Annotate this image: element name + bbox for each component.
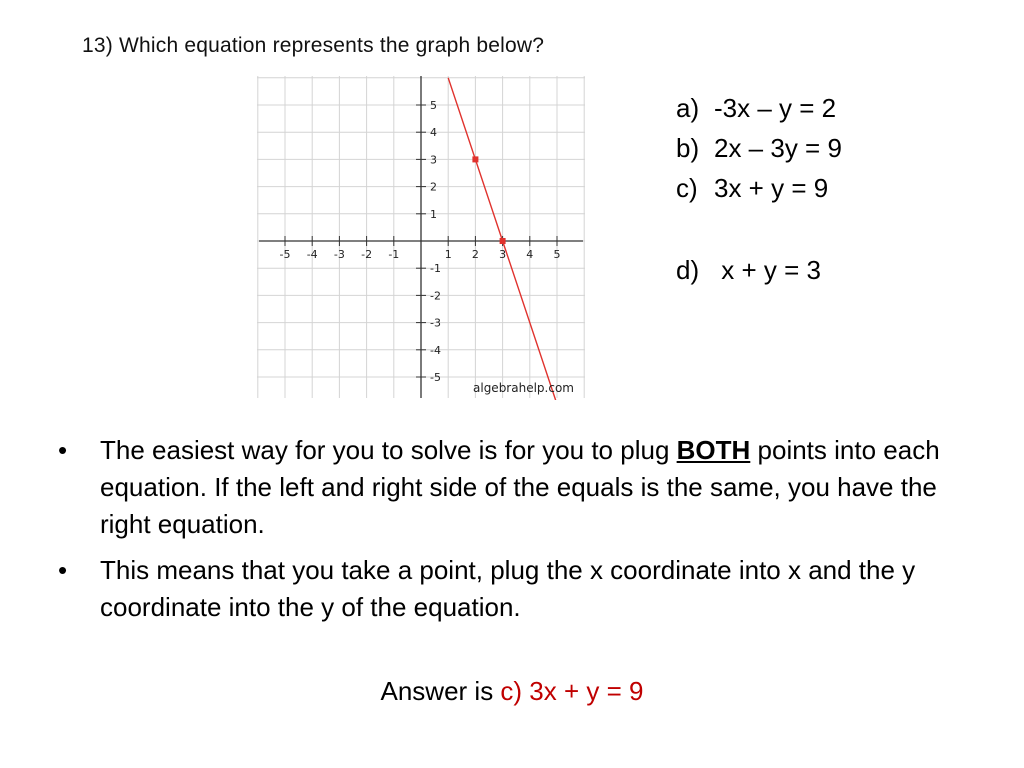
graph-point (472, 156, 478, 162)
x-tick-label: -4 (306, 248, 318, 261)
choice-text: x + y = 3 (714, 255, 821, 285)
bullet-text-pre: The easiest way for you to solve is for you to plug (100, 435, 677, 465)
explanation-bullets (58, 432, 988, 635)
x-tick-label: 3 (499, 248, 507, 261)
bullet-item (58, 432, 988, 543)
x-tick-label: -2 (361, 248, 373, 261)
choice-d (676, 250, 842, 290)
choice-letter: a) (676, 93, 700, 123)
graph-credit: algebrahelp.com (473, 381, 574, 395)
x-tick-label: 1 (444, 248, 452, 261)
choice-text: -3x – y = 2 (714, 93, 837, 123)
y-tick-label: -3 (430, 316, 441, 330)
y-tick-label: -5 (430, 371, 441, 384)
y-tick-label: 1 (430, 207, 437, 221)
coordinate-graph (243, 74, 595, 400)
x-tick-label: 4 (526, 248, 534, 261)
y-tick-label: 5 (430, 99, 437, 112)
x-tick-label: -5 (279, 248, 291, 261)
bullet-symbol: • (58, 435, 68, 465)
x-tick-label: -1 (388, 248, 400, 261)
y-tick-label: 3 (430, 153, 437, 167)
bullet-text: This means that you take a point, plug the x coordinate into x and the y coordinate into the y of the equation. (100, 555, 916, 622)
answer-prefix: Answer is (380, 676, 501, 706)
x-tick-label: -3 (333, 248, 345, 261)
bullet-emphasis: BOTH (676, 435, 751, 465)
choice-letter: b) (676, 133, 700, 163)
x-tick-label: 2 (471, 248, 479, 261)
answer-choices (676, 88, 842, 290)
y-tick-label: -4 (430, 343, 441, 357)
y-tick-label: -1 (430, 262, 441, 276)
bullet-item (58, 552, 988, 626)
graph-svg (243, 74, 595, 400)
choice-a (676, 88, 842, 128)
y-tick-label: -2 (430, 289, 441, 303)
choice-c (676, 168, 842, 208)
choice-letter: d) (676, 255, 700, 285)
question-title: 13) Which equation represents the graph below? (82, 34, 545, 57)
x-tick-label: 5 (553, 248, 561, 261)
choice-text: 2x – 3y = 9 (714, 133, 842, 163)
bullet-symbol: • (58, 555, 68, 585)
bullet-text-post: points into each equation. If the left and right side of the equals is the same, you have the right equation. (100, 435, 940, 539)
choice-text: 3x + y = 9 (714, 173, 829, 203)
choice-letter: c) (676, 173, 698, 203)
answer-line (0, 676, 1024, 707)
choice-b (676, 128, 842, 168)
graph-point (500, 238, 506, 244)
y-tick-label: 4 (430, 126, 437, 140)
answer-value: c) 3x + y = 9 (500, 676, 644, 706)
y-tick-label: 2 (430, 180, 437, 194)
